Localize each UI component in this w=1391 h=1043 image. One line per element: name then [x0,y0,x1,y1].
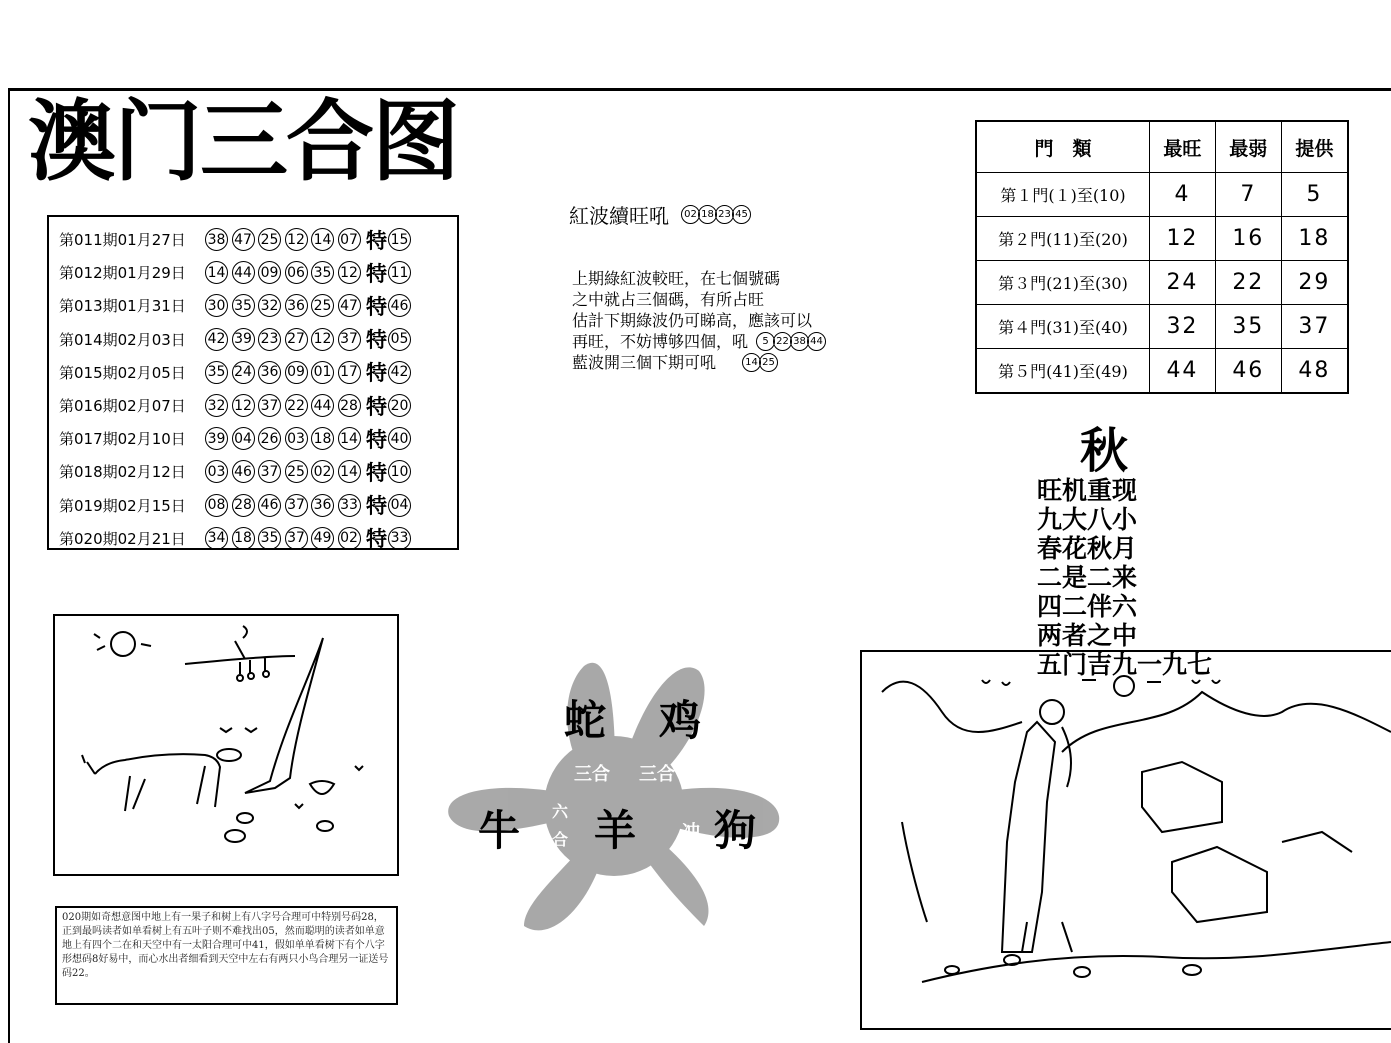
gates-row [976,261,1348,305]
number-ball: 02 [311,460,334,483]
special-ball: 04 [388,494,411,517]
gates-row [976,349,1348,394]
gates-cell-offer: 29 [1281,261,1348,305]
number-ball: 37 [338,328,361,351]
mini-number-ball: 45 [732,205,751,224]
number-ball: 09 [285,361,308,384]
number-ball: 22 [285,394,308,417]
draw-row [59,422,457,455]
flower-label-snake: 蛇 [564,696,607,745]
gates-row [976,305,1348,349]
number-ball: 12 [338,261,361,284]
special-ball: 15 [388,228,411,251]
line5-numbers [742,353,776,372]
number-ball: 12 [311,328,334,351]
analysis-line: 藍波開三個下期可吼 14 25 [572,352,824,373]
draw-label: 第015期02月05日 [59,363,186,382]
sheep-tree-illustration [53,614,399,876]
number-ball: 01 [311,361,334,384]
number-ball: 03 [285,427,308,450]
gates-header: 最旺 [1150,121,1216,173]
poem-line: 两者之中 [1037,621,1138,650]
special-ball: 33 [388,527,411,550]
gates-row [976,173,1348,217]
gates-cell-hot: 32 [1150,305,1216,349]
gates-header: 提供 [1281,121,1348,173]
gates-cell-offer: 18 [1281,217,1348,261]
number-ball: 36 [285,294,308,317]
zodiac-flower [444,656,784,942]
autumn-title: 秋 [1080,423,1129,479]
mini-number-ball: 44 [807,332,826,351]
number-ball: 37 [258,394,281,417]
draw-row [59,323,457,356]
special-ball: 10 [388,460,411,483]
number-ball: 28 [338,394,361,417]
special-label: 特 [366,228,387,253]
flower-tag: 冲 [682,822,700,843]
draw-label: 第012期01月29日 [59,264,186,283]
number-ball: 23 [258,328,281,351]
hot-wave-line [569,200,749,229]
mini-number-ball: 5 [756,332,775,351]
number-ball: 04 [232,427,255,450]
number-ball: 35 [311,261,334,284]
number-ball: 49 [311,527,334,550]
mini-number-ball: 25 [759,353,778,372]
draw-label: 第016期02月07日 [59,397,186,416]
analysis-paragraph [572,268,824,373]
flower-tag: 三合 [639,764,675,785]
special-ball: 42 [388,361,411,384]
number-ball: 34 [205,527,228,550]
number-ball: 25 [258,228,281,251]
number-ball: 07 [338,228,361,251]
number-ball: 28 [232,494,255,517]
special-label: 特 [366,460,387,485]
number-ball: 35 [232,294,255,317]
number-ball: 33 [338,494,361,517]
poem-line: 五门吉九一九七 [1037,650,1213,679]
number-ball: 02 [338,527,361,550]
special-label: 特 [366,494,387,519]
poem [1037,476,1212,679]
poem-line: 九大八小 [1037,505,1138,534]
number-ball: 35 [205,361,228,384]
analysis-line: 上期綠紅波較旺，在七個號碼 [572,269,781,288]
number-ball: 12 [232,394,255,417]
mini-number-ball: 02 [681,205,700,224]
mini-number-ball: 22 [773,332,792,351]
gates-cell-label: 第５門(41)至(49) [976,349,1150,394]
special-ball: 11 [388,261,411,284]
special-ball: 46 [388,294,411,317]
number-ball: 14 [205,261,228,284]
special-label: 特 [366,427,387,452]
gates-header: 最弱 [1215,121,1281,173]
number-ball: 27 [285,328,308,351]
gates-cell-label: 第２門(11)至(20) [976,217,1150,261]
draw-row [59,455,457,488]
special-label: 特 [366,294,387,319]
number-ball: 32 [258,294,281,317]
number-ball: 08 [205,494,228,517]
gates-cell-hot: 4 [1150,173,1216,217]
number-ball: 47 [338,294,361,317]
number-ball: 42 [205,328,228,351]
analysis-line: 估計下期綠波仍可睇高，應該可以 [572,311,813,330]
draw-label: 第018期02月12日 [59,463,186,482]
flower-tag: 三合 [574,764,610,785]
gates-cell-hot: 24 [1150,261,1216,305]
hot-wave-numbers [681,205,749,224]
hot-wave-text: 紅波續旺吼 [569,204,669,228]
number-ball: 39 [205,427,228,450]
analysis-line: 再旺，不妨博够四個，吼 5 22 38 44 [572,331,824,352]
scholar-landscape-drawing [862,652,1391,1028]
draw-row [59,489,457,522]
number-ball: 32 [205,394,228,417]
gates-cell-label: 第１門(１)至(10) [976,173,1150,217]
gates-cell-weak: 7 [1215,173,1281,217]
special-label: 特 [366,261,387,286]
special-label: 特 [366,394,387,419]
number-ball: 12 [285,228,308,251]
gates-cell-label: 第３門(21)至(30) [976,261,1150,305]
number-ball: 18 [311,427,334,450]
number-ball: 37 [285,527,308,550]
gates-cell-hot: 12 [1150,217,1216,261]
draw-row [59,389,457,422]
number-ball: 37 [285,494,308,517]
flower-label-rooster: 鸡 [659,696,702,745]
scholar-landscape-illustration [860,650,1391,1030]
gates-cell-label: 第４門(31)至(40) [976,305,1150,349]
draw-row [59,256,457,289]
gates-cell-weak: 22 [1215,261,1281,305]
page-title: 澳门三合图 [28,90,459,193]
poem-line: 四二伴六 [1037,592,1138,621]
draw-row [59,522,457,555]
number-ball: 44 [232,261,255,284]
number-ball: 36 [258,361,281,384]
gates-cell-weak: 46 [1215,349,1281,394]
special-label: 特 [366,328,387,353]
draw-label: 第019期02月15日 [59,496,186,515]
draw-row [59,289,457,322]
number-ball: 24 [232,361,255,384]
gates-header: 門 類 [976,121,1150,173]
number-ball: 36 [311,494,334,517]
number-ball: 03 [205,460,228,483]
gates-cell-offer: 5 [1281,173,1348,217]
number-ball: 39 [232,328,255,351]
number-ball: 09 [258,261,281,284]
line4-numbers [756,332,824,351]
special-label: 特 [366,361,387,386]
flower-label-ox: 牛 [478,806,521,855]
number-ball: 37 [258,460,281,483]
special-label: 特 [366,527,387,552]
number-ball: 26 [258,427,281,450]
gates-cell-weak: 35 [1215,305,1281,349]
sun-icon [111,632,135,656]
mini-number-ball: 14 [742,353,761,372]
gates-cell-hot: 44 [1150,349,1216,394]
number-ball: 47 [232,228,255,251]
number-ball: 25 [285,460,308,483]
number-ball: 35 [258,527,281,550]
number-ball: 17 [338,361,361,384]
number-ball: 14 [338,427,361,450]
gates-table [975,120,1349,394]
draw-label: 第017期02月10日 [59,430,186,449]
gates-header-row [976,121,1348,173]
poem-line: 二是二来 [1037,563,1138,592]
analysis-line: 之中就占三個碼，有所占旺 [572,290,765,309]
draw-label: 第011期01月27日 [59,231,186,250]
mini-number-ball: 23 [715,205,734,224]
number-ball: 25 [311,294,334,317]
gates-cell-offer: 48 [1281,349,1348,394]
draw-history-table [47,215,459,550]
poem-line: 春花秋月 [1037,534,1138,563]
draw-row [59,223,457,256]
sheep-tree-drawing [55,616,397,874]
number-ball: 46 [258,494,281,517]
number-ball: 14 [338,460,361,483]
number-ball: 38 [205,228,228,251]
draw-row [59,356,457,389]
mini-number-ball: 18 [698,205,717,224]
special-ball: 20 [388,394,411,417]
draw-label: 第013期01月31日 [59,297,186,316]
number-ball: 30 [205,294,228,317]
number-ball: 46 [232,460,255,483]
number-ball: 06 [285,261,308,284]
draw-label: 第020期02月21日 [59,529,186,548]
number-ball: 18 [232,527,255,550]
gates-cell-offer: 37 [1281,305,1348,349]
gates-row [976,217,1348,261]
flower-tag: 六合 [552,802,569,849]
special-ball: 40 [388,427,411,450]
special-ball: 05 [388,328,411,351]
draw-label: 第014期02月03日 [59,330,186,349]
flower-label-goat: 羊 [594,806,637,855]
gates-cell-weak: 16 [1215,217,1281,261]
riddle-note: 020期如奇想意图中地上有一果子和树上有八字号合理可中特别号码28，正到最吗读者如单看树上有五叶子则不难找出05，然而聪明的读者如单意地上有四个二在和天空中有一太阳合理可中41，假如单单看树下有个八字形想码8好易中，而心水出者细看到天空中左右有两只小鸟合理另一证送号码22。 [55,906,398,1005]
mini-number-ball: 38 [790,332,809,351]
flower-label-dog: 狗 [714,806,757,855]
number-ball: 44 [311,394,334,417]
sun-icon [1114,676,1134,696]
poem-line: 旺机重现 [1037,476,1138,505]
number-ball: 14 [311,228,334,251]
